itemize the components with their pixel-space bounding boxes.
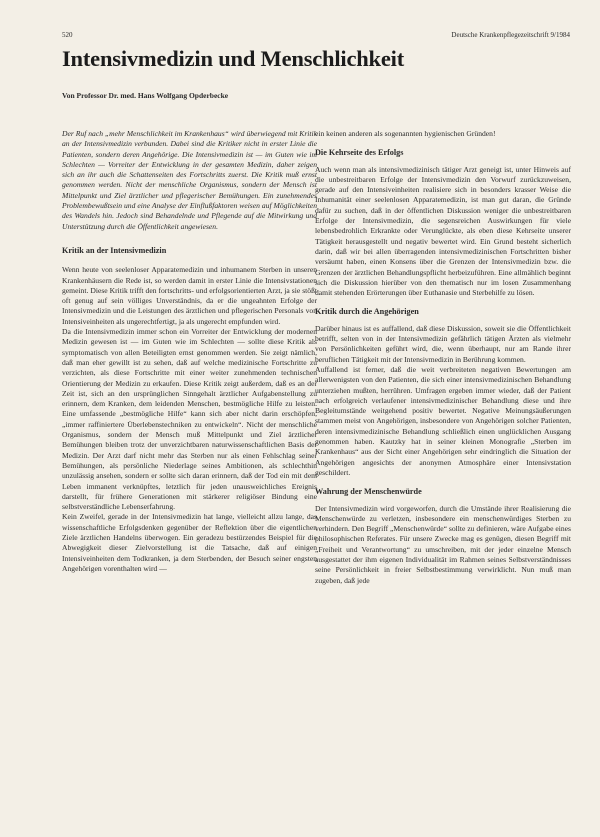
journal-running-head: Deutsche Krankenpflegezeitschrift 9/1984 xyxy=(451,31,570,39)
article-byline: Von Professor Dr. med. Hans Wolfgang Opderbecke xyxy=(62,91,229,100)
body-paragraph: Darüber hinaus ist es auffallend, daß diese Diskussion, soweit sie die Öffentlichkeit betrifft, selten von in der Intensivmedizin gefährlich tätigen Ärzten als vielmehr von Persönlichkeiten geführt wird, die, wenn überhaupt, nur am Rande ihrer beruflichen Tätigkeit mit der Intensivmedizin in Berührung kommen. xyxy=(315,323,571,364)
body-paragraph: Auffallend ist ferner, daß die weit verbreiteten negativen Bewertungen am allerwenigsten von den Patienten, die sich einer intensivmedizinischen Behandlung unterziehen mußten, herrühren. Umfragen ergeben immer wieder, daß der Patient nach erfolgreich verlaufener intensivmedizinischer Behandlung diese und ihre Begleitumstände weitgehend positiv bewertet. Negative Meinungsäußerungen stammen meist von Angehörigen, insbesondere von Angehörigen solcher Patienten, deren intensivmedizinische Behandlung schließlich einen unglücklichen Ausgang genommen haben. Kautzky hat in seiner kleinen Monografie „Sterben im Krankenhaus“ aus der Sicht einer Angehörigen sehr eindringlich die Situation der Angehörigen angesichts der anonymen Atmosphäre einer Intensivstation geschildert. xyxy=(315,364,571,477)
body-paragraph: Kein Zweifel, gerade in der Intensivmedizin hat lange, vielleicht allzu lange, das wissenschaftliche Erfolgsdenken gegenüber der Reflektion über die eigentlichen Ziele ärztlichen Handelns überwogen. Ein geradezu bestürzendes Beispiel für die Abwegigkeit dieser Zielvorstellung ist die Tatsache, daß auf einigen Intensiveinheiten dem Todkranken, ja dem Sterbenden, der Besuch seiner engsten Angehörigen vorenthalten wird — xyxy=(62,512,317,573)
article-abstract: Der Ruf nach „mehr Menschlichkeit im Krankenhaus“ wird überwiegend mit Kritik an der Intensivmedizin verbunden. Dabei sind die Kritiker nicht in erster Linie die Patienten, sondern deren Angehörige. Die Intensivmedizin ist — im Guten wie im Schlechten — Vorreiter der Entwicklung in der gesamten Medizin, daher zeigen sich an ihr auch die Schattenseiten des Fortschritts zuerst. Die Kritik muß ernst genommen werden. Nicht der menschliche Organismus, sondern der Mensch ist Mittelpunkt und Ziel ärztlicher und pflegerischer Bemühungen. Ein zunehmendes Problembewußtsein und eine Analyse der Einflußfaktoren weisen auf Möglichkeiten des Wandels hin. Jedoch sind Behandelnde und Pflegende auf die Mitwirkung und Unterstützung durch die Öffentlichkeit angewiesen. xyxy=(62,129,317,231)
section-heading-kehrseite: Die Kehrseite des Erfolgs xyxy=(315,148,404,158)
section-heading-kritik: Kritik an der Intensivmedizin xyxy=(62,245,167,255)
section-heading-angehoerige: Kritik durch die Angehörigen xyxy=(315,307,419,317)
section-heading-menschenwuerde: Wahrung der Menschenwürde xyxy=(315,487,422,497)
body-paragraph: Da die Intensivmedizin immer schon ein Vorreiter der Entwicklung der modernen Medizin gewesen ist — im Guten wie im Schlechten — sollte diese Kritik als symptomatisch von allen Beteiligten ernst genommen werden. Sie zeigt nämlich, daß man eher gewillt ist zu sehen, daß auf welche medizinische Fortschritte zu verzichten, als diese Fortschritte mit einer weiter zunehmenden technischen Orientierung der Medizin zu erkaufen. Diese Kritik zeigt außerdem, daß es an der Zeit ist, sich an den ursprünglichen Sinngehalt ärztlicher Aufgabenstellung zu erinnern, dem Kranken, dem leidenden Menschen, bestmögliche Hilfe zu leisten. Eine umfassende „bestmögliche Hilfe“ kann sich aber nicht darin erschöpfen, „immer raffiniertere Überlebenstechniken zu entwickeln“. Nicht der menschliche Organismus, sondern der Mensch muß Mittelpunkt und Ziel ärztlicher Bemühungen bleiben trotz der unverzichtbaren naturwissenschaftlichen Basis der Medizin. Der Arzt darf nicht mehr das Sterben nur als einen Fehlschlag seiner Bemühungen, als persönliche Niederlage seines Ambitionen, als schlechthin unzulässig ansehen, sondern er sollte sich daran erinnern, daß der Tod ein mit dem Leben immanent verknüpftes, letztlich für jeden unausweichliches Ereignis darstellt, für frühere Generationen mit stärkerer religiöser Bindung eine selbstverständliche Lebenserfahrung. xyxy=(62,327,317,512)
body-paragraph: Auch wenn man als intensivmedizinisch tätiger Arzt geneigt ist, unter Hinweis auf die unbestreitbaren Erfolge der Intensivmedizin den Vorwurf zurückzuweisen, gerade auf den Intensiveinheiten realisiere sich in besonders krasser Weise die Inhumanität einer seelenlosen Apparatemedizin, ist man gut daran, die Gründe dafür zu suchen, daß in der öffentlichen Diskussion weniger die unbestreitbaren Erfolge der Intensivmedizin, die segensreichen Auswirkungen für viele lebensbedrohlich Erkrankte oder Verunglückte, als eben diese Kehrseite unserer Tätigkeit herausgestellt und negativ bewertet wird. Ein Grund besteht sicherlich darin, daß wir bei allen überragenden intensivmedizinischen Fortschritten bisher versäumt haben, einen Konsens über die Grenzen der Intensivmedizin bzw. die Grenzen der ärztlichen Behandlungspflicht herbeizuführen. Eine allmählich beginnt sich die Diskussion hierüber von den thematisch nur im losen Zusammenhang damit stehenden Erörterungen über Euthanasie und Sterbehilfe zu lösen. xyxy=(315,164,571,298)
page-number: 520 xyxy=(62,31,73,39)
body-paragraph: Der Intensivmedizin wird vorgeworfen, durch die Umstände ihrer Realisierung die Menschenwürde zu verletzen, insbesondere ein menschenwürdiges Sterben zu verhindern. Den Begriff „Menschenwürde“ sollte zu definieren, wäre Aufgabe eines philosophischen Referates. Für unsere Zwecke mag es genügen, diesen Begriff mit „Freiheit und Verantwortung“ zu umschreiben, mit der jeder einzelne Mensch ausgestattet der ihm eigenen Individualität im Rahmen seines Selbstverständnisses seine Persönlichkeit in freier Selbstbestimmung verwirklicht. Nun muß man zugeben, daß jede xyxy=(315,503,571,585)
article-title: Intensivmedizin und Menschlichkeit xyxy=(62,46,404,71)
body-paragraph: Wenn heute von seelenloser Apparatemedizin und inhumanem Sterben in unseren Krankenhäusern die Rede ist, so werden damit in erster Linie die Intensivstationen gemeint. Diese Kritik trifft den fortschritts- und erfolgsorientierten Arzt, ja sie stößt oft genug auf sein völliges Unverständnis, da er die ungeahnten Erfolge der Intensivmedizin und die Leistungen des ärztlichen und pflegerischen Personals von Intensiveinheiten als ungerechtfertigt, ja als ungerecht empfunden wird. xyxy=(62,265,317,326)
body-paragraph: ein keinen anderen als sogenannten hygienischen Gründen! xyxy=(315,129,496,138)
left-column xyxy=(62,124,317,574)
right-column xyxy=(315,124,571,586)
